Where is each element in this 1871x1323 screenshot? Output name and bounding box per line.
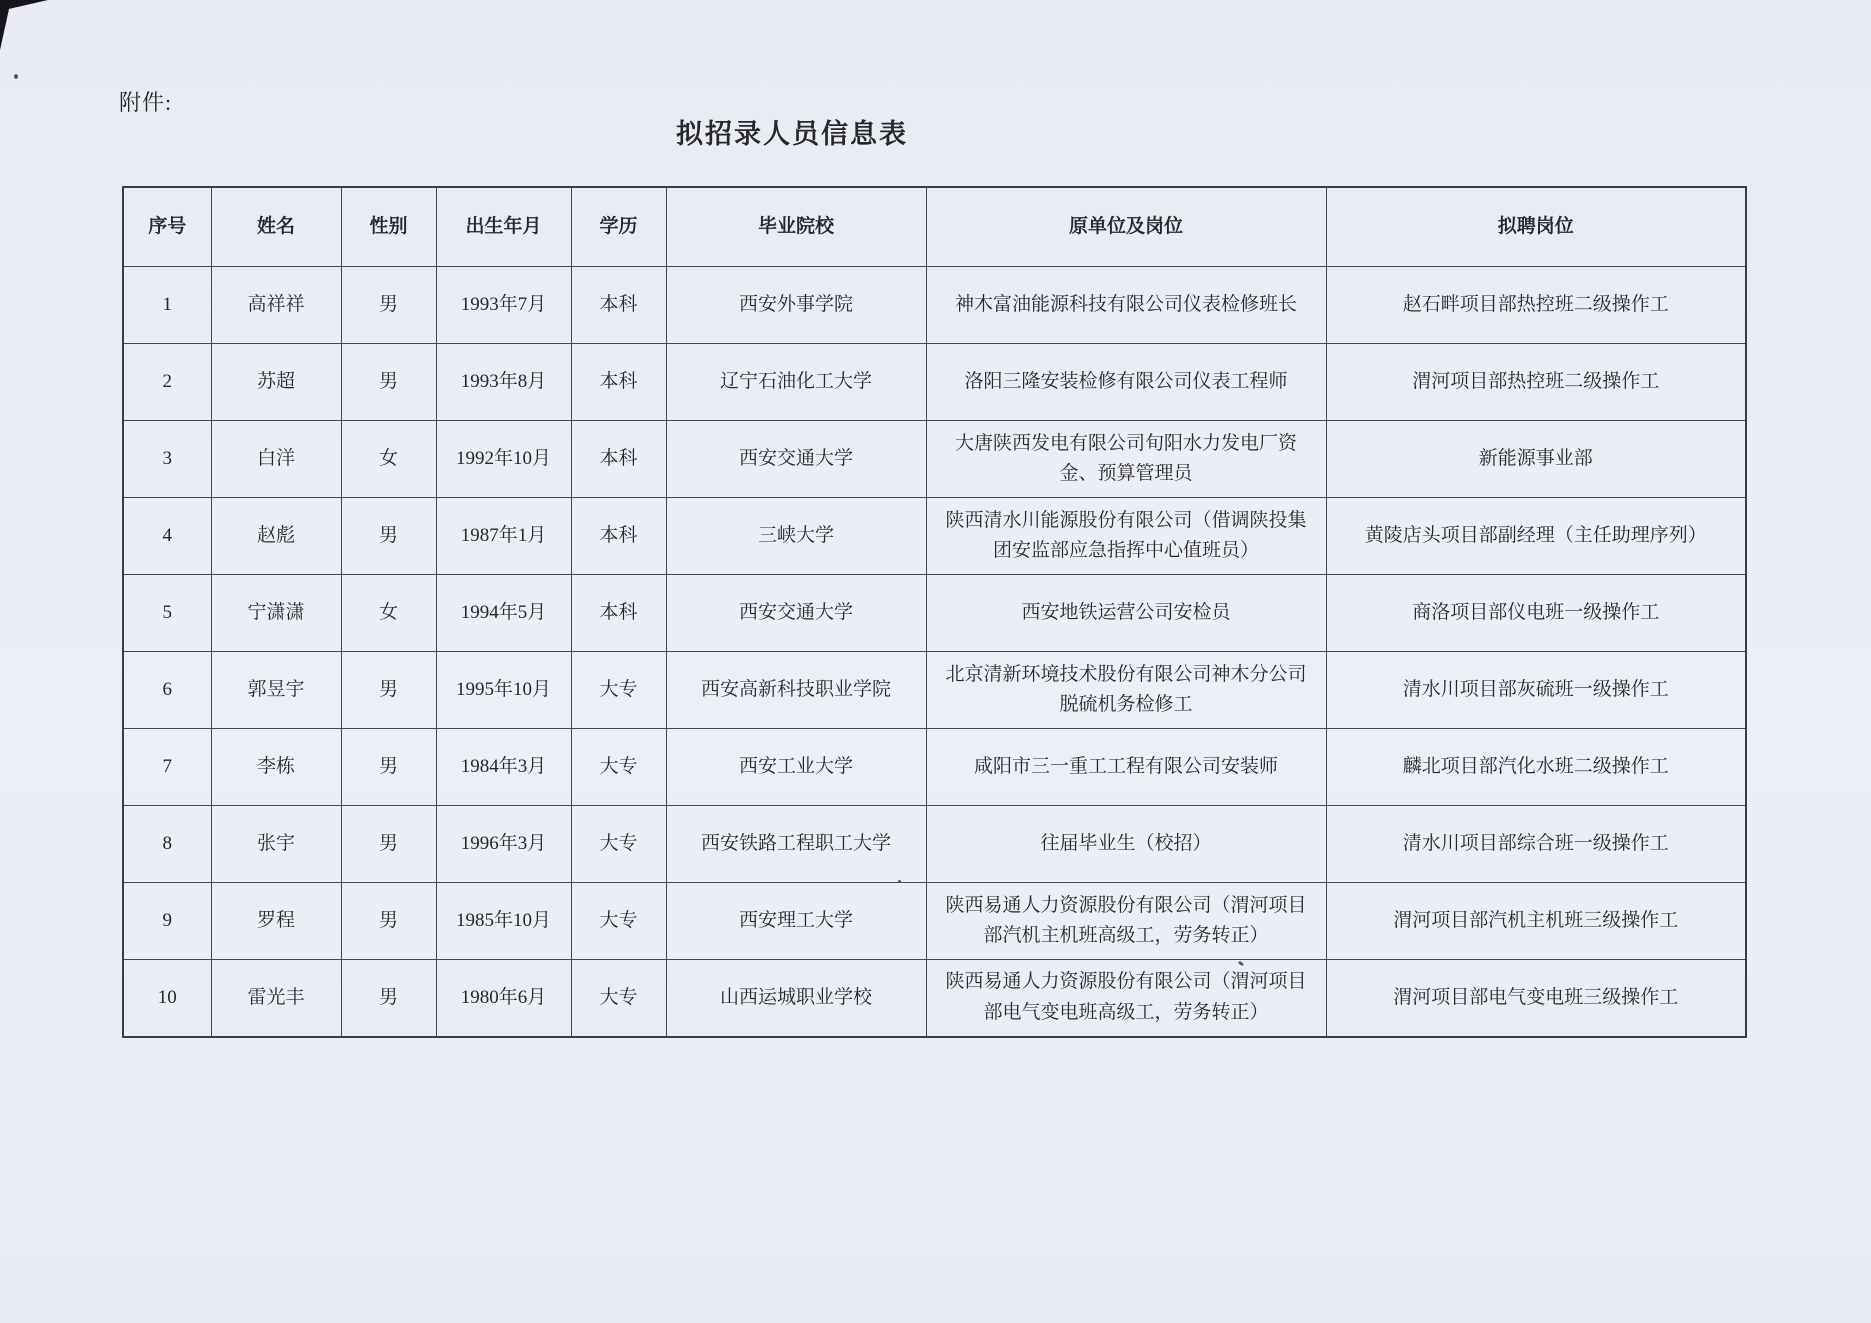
- table-row: [123, 652, 1746, 729]
- table-cell: 1992年10月: [436, 421, 571, 498]
- table-cell: 女: [341, 575, 436, 652]
- table-cell: 雷光丰: [211, 960, 341, 1037]
- table-cell: 1987年1月: [436, 498, 571, 575]
- table-cell: 男: [341, 806, 436, 883]
- table-cell: 3: [123, 421, 211, 498]
- table-body: [123, 267, 1746, 1037]
- table-cell: 1994年5月: [436, 575, 571, 652]
- table-row: [123, 344, 1746, 421]
- table-cell: 张宇: [211, 806, 341, 883]
- table-cell: 渭河项目部汽机主机班三级操作工: [1326, 883, 1746, 960]
- table-cell: 往届毕业生（校招）: [926, 806, 1326, 883]
- table-cell: 咸阳市三一重工工程有限公司安装师: [926, 729, 1326, 806]
- table-cell: 赵石畔项目部热控班二级操作工: [1326, 267, 1746, 344]
- table-cell: 麟北项目部汽化水班二级操作工: [1326, 729, 1746, 806]
- table-cell: 李栋: [211, 729, 341, 806]
- table-cell: 男: [341, 267, 436, 344]
- table-cell: 本科: [571, 344, 666, 421]
- table-cell: 新能源事业部: [1326, 421, 1746, 498]
- table-cell: 本科: [571, 575, 666, 652]
- column-header: 序号: [123, 187, 211, 267]
- table-cell: 1980年6月: [436, 960, 571, 1037]
- column-header: 原单位及岗位: [926, 187, 1326, 267]
- table-header-row: [123, 187, 1746, 267]
- table-cell: 大专: [571, 883, 666, 960]
- table-row: [123, 498, 1746, 575]
- table-cell: 4: [123, 498, 211, 575]
- table-cell: 男: [341, 498, 436, 575]
- table-cell: 男: [341, 883, 436, 960]
- table-cell: 西安铁路工程职工大学: [666, 806, 926, 883]
- table-cell: 商洛项目部仪电班一级操作工: [1326, 575, 1746, 652]
- table-cell: 三峡大学: [666, 498, 926, 575]
- table-cell: 1995年10月: [436, 652, 571, 729]
- table-cell: 大专: [571, 729, 666, 806]
- table-cell: 女: [341, 421, 436, 498]
- scan-speck-artifact: [14, 74, 18, 79]
- table-cell: 大唐陕西发电有限公司旬阳水力发电厂资金、预算管理员: [926, 421, 1326, 498]
- table-cell: 大专: [571, 806, 666, 883]
- table-cell: 西安地铁运营公司安检员: [926, 575, 1326, 652]
- table-cell: 白洋: [211, 421, 341, 498]
- table-cell: 辽宁石油化工大学: [666, 344, 926, 421]
- recruit-info-table: [122, 186, 1747, 1038]
- column-header: 学历: [571, 187, 666, 267]
- column-header: 拟聘岗位: [1326, 187, 1746, 267]
- table-cell: 6: [123, 652, 211, 729]
- table-cell: 8: [123, 806, 211, 883]
- table-row: [123, 421, 1746, 498]
- table-cell: 男: [341, 960, 436, 1037]
- table-cell: 高祥祥: [211, 267, 341, 344]
- table-row: [123, 883, 1746, 960]
- table-cell: 1984年3月: [436, 729, 571, 806]
- table-row: [123, 575, 1746, 652]
- table-cell: 1993年7月: [436, 267, 571, 344]
- table-cell: 本科: [571, 421, 666, 498]
- table-cell: 1: [123, 267, 211, 344]
- table-cell: 西安交通大学: [666, 575, 926, 652]
- table-cell: 陕西易通人力资源股份有限公司（渭河项目部汽机主机班高级工，劳务转正）: [926, 883, 1326, 960]
- table-cell: 西安工业大学: [666, 729, 926, 806]
- table-cell: 苏超: [211, 344, 341, 421]
- table-cell: 清水川项目部灰硫班一级操作工: [1326, 652, 1746, 729]
- table-row: [123, 960, 1746, 1037]
- table-cell: 赵彪: [211, 498, 341, 575]
- page-title: 拟招录人员信息表: [676, 119, 908, 149]
- table-cell: 10: [123, 960, 211, 1037]
- attachment-label: 附件:: [119, 90, 173, 115]
- table-cell: 大专: [571, 960, 666, 1037]
- table-cell: 9: [123, 883, 211, 960]
- table-cell: 1996年3月: [436, 806, 571, 883]
- table-cell: 陕西清水川能源股份有限公司（借调陕投集团安监部应急指挥中心值班员）: [926, 498, 1326, 575]
- column-header: 毕业院校: [666, 187, 926, 267]
- table-cell: 男: [341, 729, 436, 806]
- table-cell: 西安高新科技职业学院: [666, 652, 926, 729]
- table-cell: 5: [123, 575, 211, 652]
- table-cell: 男: [341, 652, 436, 729]
- table-cell: 渭河项目部电气变电班三级操作工: [1326, 960, 1746, 1037]
- table-row: [123, 806, 1746, 883]
- table-cell: 本科: [571, 267, 666, 344]
- table-cell: 山西运城职业学校: [666, 960, 926, 1037]
- table-cell: 大专: [571, 652, 666, 729]
- table-cell: 清水川项目部综合班一级操作工: [1326, 806, 1746, 883]
- column-header: 性别: [341, 187, 436, 267]
- table-cell: 陕西易通人力资源股份有限公司（渭河项目部电气变电班高级工，劳务转正）: [926, 960, 1326, 1037]
- table-cell: 宁潇潇: [211, 575, 341, 652]
- table-cell: 西安理工大学: [666, 883, 926, 960]
- table-cell: 1993年8月: [436, 344, 571, 421]
- table-cell: 西安交通大学: [666, 421, 926, 498]
- column-header: 出生年月: [436, 187, 571, 267]
- column-header: 姓名: [211, 187, 341, 267]
- table-row: [123, 267, 1746, 344]
- table-cell: 1985年10月: [436, 883, 571, 960]
- table-cell: 渭河项目部热控班二级操作工: [1326, 344, 1746, 421]
- table-cell: 罗程: [211, 883, 341, 960]
- table-cell: 7: [123, 729, 211, 806]
- table-cell: 郭昱宇: [211, 652, 341, 729]
- table-cell: 本科: [571, 498, 666, 575]
- table-cell: 北京清新环境技术股份有限公司神木分公司脱硫机务检修工: [926, 652, 1326, 729]
- table-cell: 神木富油能源科技有限公司仪表检修班长: [926, 267, 1326, 344]
- table-cell: 洛阳三隆安装检修有限公司仪表工程师: [926, 344, 1326, 421]
- table-cell: 男: [341, 344, 436, 421]
- table-row: [123, 729, 1746, 806]
- table-cell: 黄陵店头项目部副经理（主任助理序列）: [1326, 498, 1746, 575]
- table-cell: 西安外事学院: [666, 267, 926, 344]
- table-cell: 2: [123, 344, 211, 421]
